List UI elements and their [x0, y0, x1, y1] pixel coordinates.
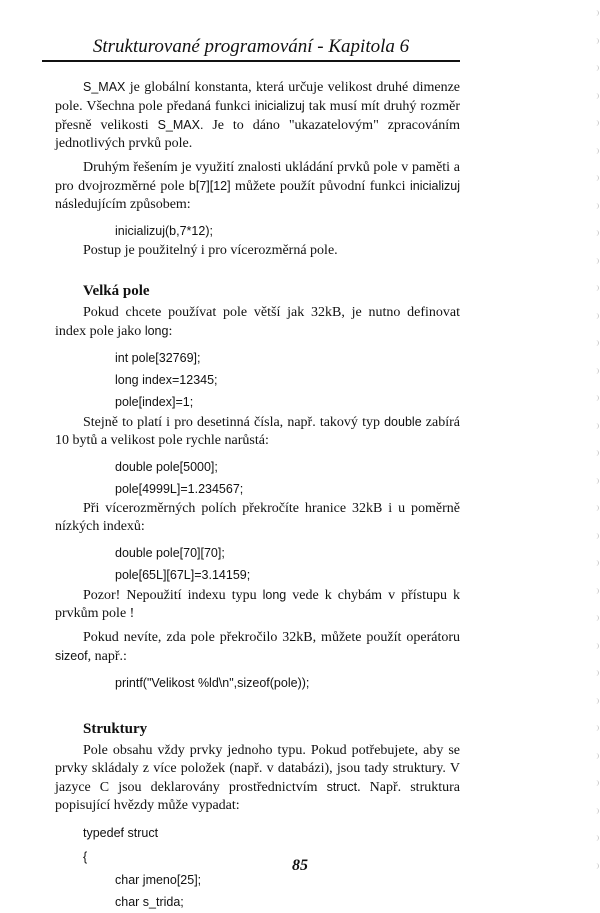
- code-inline: double: [384, 415, 422, 429]
- paragraph: Postup je použitelný i pro vícerozměrná pole.: [83, 243, 338, 258]
- code-inline: inicializuj: [409, 179, 460, 193]
- text: Pozor! Nepoužití indexu typu: [83, 588, 263, 603]
- binding-mark: [594, 560, 599, 566]
- paragraph: [55, 742, 460, 815]
- code-line: pole[index]=1;: [115, 395, 194, 409]
- binding-mark: [594, 780, 599, 786]
- code-line: char jmeno[25];: [115, 873, 202, 887]
- code-block: [55, 347, 460, 413]
- paragraph: Při vícerozměrných polích překročíte hranice 32kB i u poměrně nízkých indexů:: [55, 501, 460, 534]
- code-inline: S_MAX.: [157, 118, 204, 132]
- paragraph: [55, 159, 460, 214]
- code-inline: b[7][12]: [188, 179, 231, 193]
- binding-mark: [594, 258, 599, 264]
- binding-mark: [594, 505, 599, 511]
- binding-mark: [594, 65, 599, 71]
- text: :: [168, 324, 173, 339]
- code-inline: struct: [326, 780, 358, 794]
- text: , např.:: [87, 649, 127, 664]
- text: následujícím způsobem:: [55, 197, 191, 212]
- paragraph: [55, 413, 460, 450]
- code-block: [55, 542, 460, 586]
- binding-mark: [594, 340, 599, 346]
- binding-mark: [594, 698, 599, 704]
- binding-mark: [594, 808, 599, 814]
- binding-mark: [594, 313, 599, 319]
- binding-mark: [594, 478, 599, 484]
- binding-mark: [594, 615, 599, 621]
- binding-mark: [594, 38, 599, 44]
- binding-mark: [594, 533, 599, 539]
- code-line: double pole[5000];: [115, 460, 218, 474]
- code-line: int pole[32769];: [115, 351, 201, 365]
- header-rule: [42, 60, 460, 62]
- code-line: char s_trida;: [115, 895, 184, 909]
- text: tak musí mít druhý rozměr přesně velikosti: [55, 99, 460, 133]
- binding-mark: [594, 285, 599, 291]
- code-line: printf("Velikost %ld\n",sizeof(pole));: [115, 676, 310, 690]
- code-inline: long: [262, 588, 287, 602]
- paragraph: [55, 304, 460, 341]
- binding-mark: [594, 753, 599, 759]
- page-number: 85: [292, 857, 308, 874]
- text: Je to dáno "ukazatelovým" zpracováním jednotlivých prvků pole.: [55, 118, 460, 151]
- text: můžete použít původní funkci: [230, 179, 410, 194]
- text: Pokud chcete používat pole větší jak 32kB, je nutno definovat index pole jako: [55, 305, 460, 339]
- code-line: typedef struct: [83, 826, 159, 840]
- text: zabírá 10 bytů a velikost pole rychle narůstá:: [55, 415, 460, 448]
- binding-mark: [594, 148, 599, 154]
- section-heading: Struktury: [83, 721, 148, 737]
- binding-mark: [594, 588, 599, 594]
- code-line: pole[65L][67L]=3.14159;: [115, 568, 251, 582]
- code-line: long index=12345;: [115, 373, 218, 387]
- binding-mark: [594, 203, 599, 209]
- code-inline: sizeof: [55, 649, 88, 663]
- text: Pole obsahu vždy prvky jednoho typu. Pokud potřebujete, aby se prvky skládaly z více položek (např. v databázi), jsou tady struktury. V jazyce C jsou deklarovány prostřednictvím: [55, 743, 460, 795]
- running-header: Strukturované programování - Kapitola 6: [92, 36, 410, 57]
- code-block: [55, 672, 460, 694]
- section-heading: Velká pole: [83, 283, 150, 299]
- text: je globální konstanta, která určuje velikost druhé dimenze pole. Všechna pole předaná funkci: [55, 80, 460, 114]
- binding-mark: [594, 10, 599, 16]
- binding-mark: [594, 835, 599, 841]
- code-block: [55, 456, 460, 500]
- text: Stejně to platí i pro desetinná čísla, např. takový typ: [83, 415, 385, 430]
- binding-mark: [594, 670, 599, 676]
- paragraph: [55, 78, 460, 153]
- binding-mark: [594, 725, 599, 731]
- code-inline: inicializuj: [254, 99, 305, 113]
- code-line: pole[4999L]=1.234567;: [115, 482, 244, 496]
- code-line: double pole[70][70];: [115, 546, 225, 560]
- code-block: [55, 220, 460, 242]
- paragraph: [55, 586, 460, 623]
- binding-mark: [594, 368, 599, 374]
- binding-mark: [594, 423, 599, 429]
- text: Pokud nevíte, zda pole překročilo 32kB, můžete použít operátoru: [83, 630, 460, 645]
- binding-mark: [594, 93, 599, 99]
- code-inline: long: [144, 324, 169, 338]
- paragraph: [55, 629, 460, 666]
- code-line: {: [83, 850, 88, 864]
- code-inline: S_MAX: [83, 80, 126, 94]
- binding-mark: [594, 395, 599, 401]
- binding-mark: [594, 175, 599, 181]
- binding-mark: [594, 120, 599, 126]
- binding-mark: [594, 863, 599, 869]
- page-body: [55, 78, 460, 913]
- code-line: inicializuj(b,7*12);: [115, 224, 213, 238]
- binding-edge-marks: [594, 10, 600, 890]
- text: Druhým řešením je využití znalosti ukládání prvků pole v paměti a pro dvojrozměrné pole: [55, 160, 460, 194]
- binding-mark: [594, 643, 599, 649]
- binding-mark: [594, 230, 599, 236]
- text: . Např. struktura popisující hvězdy může vypadat:: [55, 780, 460, 813]
- text: vede k chybám v přístupu k prvkům pole !: [55, 588, 460, 621]
- code-block: [55, 869, 460, 913]
- binding-mark: [594, 450, 599, 456]
